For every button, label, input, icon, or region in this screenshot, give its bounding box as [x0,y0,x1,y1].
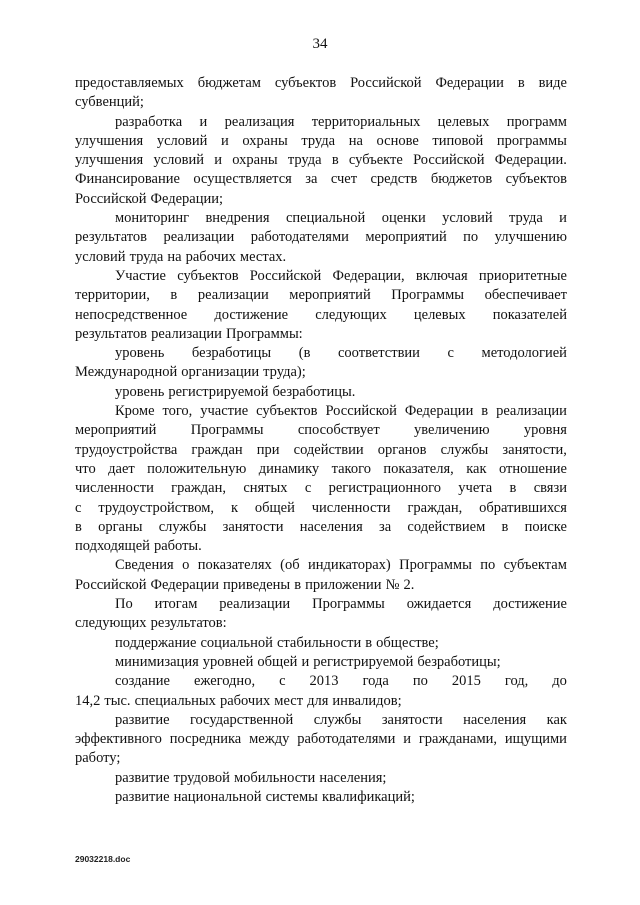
word: органы [98,518,143,535]
word: достижение [214,306,289,323]
word: год, [504,673,529,690]
word: мобильности [233,769,316,786]
word: службы [440,441,489,458]
word: предоставляемых [75,75,184,91]
text-line [75,479,567,498]
word: Участие [115,267,166,284]
word: Российской [413,152,485,169]
word: № [385,576,400,593]
word: регистрируемой [168,383,269,400]
word: в [75,518,82,535]
word: программ [506,113,567,130]
word: и [220,132,229,149]
word: в [170,287,178,304]
text-line [75,93,567,112]
word: поиске [524,518,567,535]
word: положительную [147,460,247,477]
word: разработка [115,113,183,130]
text-line [75,170,567,189]
word: Российской [249,267,322,284]
word: на [348,132,363,149]
text-line [75,672,567,691]
text-line [75,788,567,807]
word: территориальных [311,113,421,130]
word: о [182,557,190,574]
word: Программы [190,422,264,439]
word: результатов [75,229,148,246]
text-line [75,556,567,575]
word: работодателями [297,731,396,748]
word: того, [162,403,193,420]
word: условий [156,132,208,149]
word: специальных [134,692,216,709]
word: в [294,576,302,593]
word: обратившихся [479,499,567,516]
word: охраны [232,152,278,169]
word: в [481,403,489,420]
word: приоритетные [478,267,567,284]
word: как [466,460,487,477]
text-line [75,190,567,209]
word: занятости [222,518,284,535]
word: населения; [319,769,387,786]
word: и [301,653,310,670]
text-line [75,499,567,518]
word: населения [463,711,527,728]
word: уровней [202,653,254,670]
text-line [75,576,567,595]
text-line [75,421,567,440]
word: подходящей [75,538,150,555]
word: в [509,480,517,497]
word: итогам [154,596,198,613]
word: реализации [163,229,235,246]
word: показателя, [383,460,454,477]
word: работодателями [250,229,349,246]
word: органов [377,441,427,458]
word: следующих [315,306,387,323]
word: показателях [197,557,272,574]
word: улучшения [75,152,144,169]
word: на [167,248,182,265]
word: ищущими [504,731,567,748]
text-line [75,383,567,402]
word: субвенций; [75,94,144,111]
word: Программы [399,557,472,574]
word: целевых [437,113,490,130]
word: такого [331,460,371,477]
word: бюджетам [197,75,261,91]
word: Программы: [225,325,303,342]
text-line [75,325,567,344]
text-line [75,460,567,479]
word: реализации [197,287,269,304]
word: включая [415,267,468,284]
word: и [559,210,567,227]
word: 2015 [451,673,481,690]
text-line [75,441,567,460]
word: за [379,518,392,535]
text-line [75,537,567,556]
word: граждан, [407,499,463,516]
word: общей [254,499,295,516]
word: Международной [75,364,178,381]
word: Российской [75,576,147,593]
word: и [199,113,208,130]
word: субъекте [348,152,403,169]
text-line [75,248,567,267]
text-line [75,730,567,749]
word: субъектам [503,557,567,574]
word: между [249,731,290,748]
word: 2013 [309,673,339,690]
word: соответствии [338,345,420,362]
word: рабочих [219,692,271,709]
word: методологией [481,345,567,362]
word: по [412,673,428,690]
word: регистрационного [328,480,441,497]
word: Федерации [404,403,474,420]
word: Российской [325,403,397,420]
page-number: 34 [312,36,328,52]
word: программы [496,132,567,149]
word: охраны [242,132,288,149]
word: с [279,673,286,690]
word: с [304,480,312,497]
word: поддержание [115,634,197,651]
word: мероприятий [75,422,157,439]
word: условий [442,210,493,227]
word: содействии [293,441,364,458]
word: трудоустройства [75,441,178,458]
word: показателей [492,306,567,323]
word: безработицы. [272,383,356,400]
word: Сведения [115,557,174,574]
word: развитие [115,788,170,805]
word: реализации [151,325,222,342]
text-line [75,692,567,711]
word: труда [287,152,322,169]
word: учета [458,480,493,497]
word: Федерации. [494,152,567,169]
word: и [214,152,222,169]
word: Российской [350,75,422,91]
word: снятых [243,480,288,497]
word: участие [200,403,249,420]
word: средств [370,171,418,188]
word: года [362,673,389,690]
word: уровень [115,345,165,362]
word: специальной [285,210,366,227]
word: создание [115,673,170,690]
word: содействием [407,518,486,535]
word: улучшению [494,229,567,246]
word: индикаторах) [308,557,391,574]
text-line [75,518,567,537]
word: связи [533,480,567,497]
word: субъектов [256,403,318,420]
word: реализации [496,403,567,420]
word: посредника [169,731,242,748]
word: минимизация [115,653,199,670]
word: Федерации [435,75,504,91]
text-line [75,306,567,325]
word: бюджетов [430,171,493,188]
word: в [365,634,373,651]
word: обеспечивает [484,287,567,304]
word: условий [153,152,204,169]
word: занятости [381,711,443,728]
text-line [75,653,567,672]
word: развитие [115,711,170,728]
text-line [75,402,567,421]
word: системы [265,788,318,805]
word: социальной [200,634,273,651]
word: труда [301,132,336,149]
word: работы. [153,538,202,555]
word: квалификаций; [321,788,415,805]
word: Программы [391,287,464,304]
word: до [552,673,567,690]
word: населения [299,518,363,535]
word: виде [538,75,567,91]
word: с [447,345,454,362]
word: увеличению [414,422,490,439]
word: за [305,171,318,188]
word: (об [280,557,300,574]
text-line [75,634,567,653]
text-line [75,286,567,305]
word: 2. [403,576,415,593]
text-line [75,363,567,382]
word: общей [257,653,298,670]
word: безработицы; [417,653,501,670]
word: граждан, [171,480,226,497]
word: по [480,557,496,574]
text-line [75,595,567,614]
word: По [115,596,133,613]
word: условий [75,248,126,265]
word: численности [75,480,154,497]
word: численности [311,499,391,516]
word: субъектов [177,267,239,284]
word: трудоустройством, [98,499,215,516]
word: Финансирование [75,171,180,188]
word: государственной [189,711,294,728]
word: с [75,499,82,516]
word: труда [129,248,164,265]
word: отношение [498,460,567,477]
word: уровень [115,383,165,400]
word: и [403,731,411,748]
word: по [463,229,479,246]
word: непосредственное [75,306,188,323]
word: Федерации; [150,190,224,207]
word: рабочих [185,248,236,265]
word: как [546,711,567,728]
text-line [75,267,567,286]
word: улучшения [75,132,144,149]
word: эффективного [75,731,162,748]
word: территории, [75,287,150,304]
word: Федерации [150,576,219,593]
word: в [331,152,339,169]
word: типовой [432,132,484,149]
word: что [75,460,96,477]
word: национальной [173,788,262,805]
word: приведены [223,576,291,593]
word: основе [376,132,419,149]
word: Российской [75,190,147,207]
word: следующих [75,615,147,632]
word: ежегодно, [193,673,256,690]
word: (в [298,345,311,362]
word: службы [313,711,362,728]
word: инвалидов; [332,692,402,709]
word: 14,2 [75,692,101,709]
word: счет [330,171,358,188]
word: работу; [75,750,121,767]
text-line [75,614,567,633]
text-line [75,228,567,247]
word: Кроме [115,403,155,420]
word: занятости, [502,441,567,458]
footer-filename: 29032218.doc [75,854,131,864]
word: субъектов [505,171,567,188]
word: уровня [523,422,567,439]
word: субъектов [274,75,337,91]
text-line [75,74,567,93]
word: приложении [305,576,382,593]
word: к [230,499,238,516]
word: достижение [493,596,567,613]
word: мониторинг [115,210,190,227]
text-line [75,749,567,768]
word: тыс. [104,692,131,709]
word: обществе; [376,634,439,651]
word: способствует [297,422,380,439]
word: труда [509,210,543,227]
text-line [75,344,567,363]
word: осуществляется [193,171,292,188]
word: Программы [312,596,385,613]
word: динамику [258,460,320,477]
word: мероприятий [365,229,447,246]
word: мест [274,692,304,709]
text-line [75,151,567,170]
text-line [75,209,567,228]
text-line [75,769,567,788]
word: граждан [191,441,243,458]
word: безработицы [191,345,272,362]
text-line [75,711,567,730]
word: для [307,692,329,709]
word: трудовой [173,769,230,786]
word: реализация [224,113,295,130]
word: в [517,75,525,91]
word: ожидается [406,596,472,613]
word: внедрения [205,210,270,227]
word: реализации [219,596,291,613]
text-line [75,113,567,132]
word: развитие [115,769,170,786]
word: целевых [413,306,466,323]
word: стабильности [276,634,362,651]
word: мероприятий [289,287,371,304]
word: местах. [239,248,287,265]
word: службы [158,518,207,535]
word: Федерации, [332,267,405,284]
word: в [501,518,509,535]
word: результатов: [150,615,227,632]
word: результатов [75,325,148,342]
word: оценки [381,210,426,227]
word: дает [108,460,135,477]
word: гражданами, [418,731,498,748]
word: труда); [263,364,306,381]
word: регистрируемой [313,653,414,670]
word: организации [181,364,260,381]
word: при [256,441,280,458]
body-text [75,74,567,807]
text-line [75,132,567,151]
